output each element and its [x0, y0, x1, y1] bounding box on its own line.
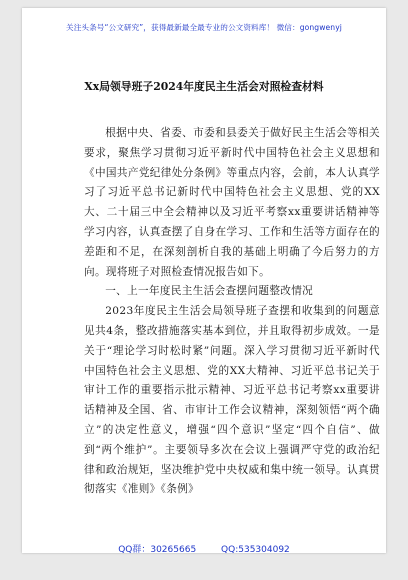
document-page: [22, 8, 386, 553]
section-heading: 一、上一年度民主生活会查摆问题整改情况: [105, 285, 314, 298]
intro-paragraph: 根据中央、省委、市委和县委关于做好民主生活会等相关要求，聚焦学习贯彻习近平新时代中国特色社会主义思想和《中国共产党纪律处分条例》等重点内容，会前，本人认真学习了习近平总书记新时代中国特色社会主义思想、党的XX大、二十届三中全会精神以及习近平考察xx重要讲话精神等学习内容，认真查摆了自身在学习、工作和生活等方面存在的差距和不足，在深刻剖析自我的基础上明确了今后努力的方向。现将班子对照检查情况报告如下。: [84, 127, 380, 278]
qq-contact-link[interactable]: QQ:535304092: [221, 545, 290, 555]
qq-group-link[interactable]: QQ群：30265665: [118, 545, 197, 555]
header-banner: 关注头条号“公文研究”，获得最新最全最专业的公文资料库！ 微信：gongwenyj: [66, 23, 342, 32]
footer-contact: [22, 542, 386, 555]
body-paragraph: 2023年度民主生活会局领导班子查摆和收集到的问题意见共4条，整改措施落实基本到位，并且取得初步成效。一是关于“理论学习时松时紧”问题。深入学习贯彻习近平新时代中国特色社会主义思想、党的XX大精神、习近平总书记关于审计工作的重要指示批示精神、习近平总书记考察xx重要讲话精神及全国、省、市审计工作会议精神，深刻领悟“两个确立”的决定性意义，增强“四个意识”坚定“四个自信”、做到“两个维护”。主要领导多次在会议上强调严守党的政治纪律和政治规矩，坚决维护党中央权威和集中统一领导。认真贯彻落实《准则》《条例》: [84, 305, 380, 496]
document-title: Xx局领导班子2024年度民主生活会对照检查材料: [84, 80, 324, 93]
document-body: [84, 124, 380, 500]
